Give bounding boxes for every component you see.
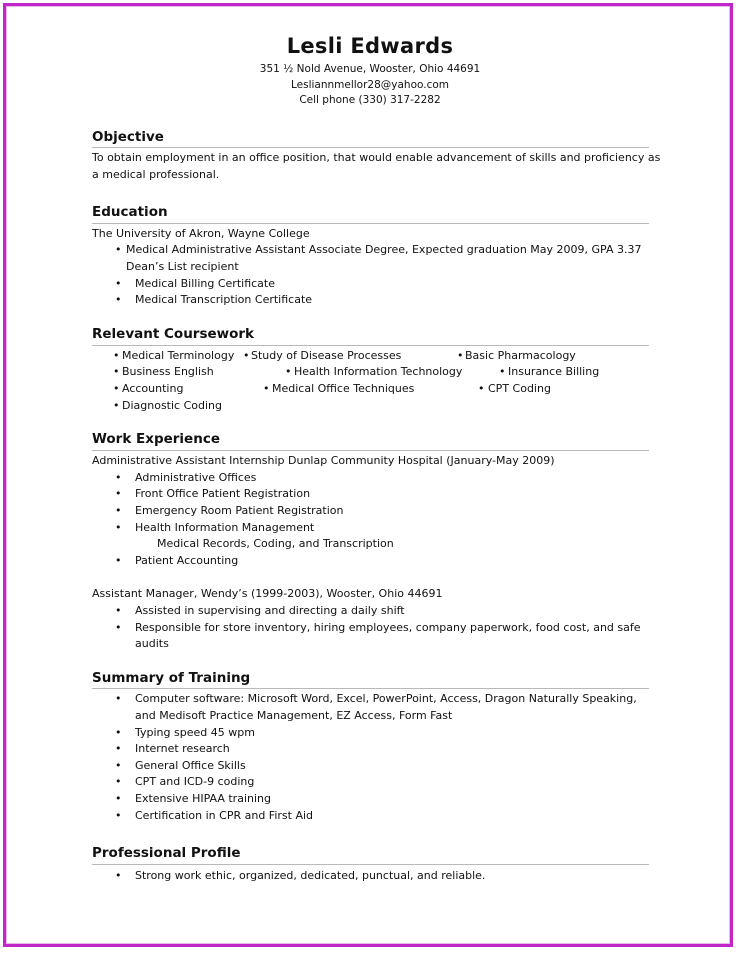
- course-item: Business English: [122, 365, 214, 378]
- job-1-item: Health Information Management: [135, 521, 315, 534]
- bullet: •: [499, 365, 506, 378]
- course-item: Diagnostic Coding: [122, 399, 222, 412]
- bullet: •: [115, 554, 122, 567]
- training-item: Typing speed 45 wpm: [135, 726, 255, 739]
- education-item-deans-list: Dean’s List recipient: [126, 260, 239, 273]
- work-divider: [92, 450, 649, 451]
- course-item: Basic Pharmacology: [465, 349, 576, 362]
- profile-heading: Professional Profile: [92, 845, 241, 861]
- job-2-item-continued: audits: [135, 637, 169, 650]
- bullet: •: [115, 726, 122, 739]
- course-item: CPT Coding: [488, 382, 551, 395]
- job-2-item: Responsible for store inventory, hiring employees, company paperwork, food cost, and safe: [135, 621, 641, 634]
- training-item: Computer software: Microsoft Word, Excel, PowerPoint, Access, Dragon Naturally Speaking,: [135, 692, 637, 705]
- objective-text-line-1: To obtain employment in an office position, that would enable advancement of skills and proficiency as: [92, 151, 661, 164]
- job-1-item: Administrative Offices: [135, 471, 257, 484]
- bullet: •: [115, 521, 122, 534]
- training-divider: [92, 688, 649, 689]
- education-divider: [92, 223, 649, 224]
- job-2-title: Assistant Manager, Wendy’s (1999-2003), Wooster, Ohio 44691: [92, 587, 443, 600]
- bullet: •: [113, 349, 120, 362]
- address-line: 351 ½ Nold Avenue, Wooster, Ohio 44691: [259, 63, 481, 75]
- profile-divider: [92, 864, 649, 865]
- course-item: Study of Disease Processes: [251, 349, 402, 362]
- bullet: •: [115, 775, 122, 788]
- coursework-divider: [92, 345, 649, 346]
- bullet: •: [115, 742, 122, 755]
- profile-item: Strong work ethic, organized, dedicated, punctual, and reliable.: [135, 869, 486, 882]
- training-item: Certification in CPR and First Aid: [135, 809, 314, 822]
- job-1-item: Patient Accounting: [135, 554, 239, 567]
- bullet: •: [115, 809, 122, 822]
- job-2-item: Assisted in supervising and directing a daily shift: [135, 604, 405, 617]
- education-item-degree: Medical Administrative Assistant Associate Degree, Expected graduation May 2009, GPA 3.37: [126, 243, 642, 256]
- coursework-heading: Relevant Coursework: [92, 326, 255, 342]
- job-1-item: Emergency Room Patient Registration: [135, 504, 344, 517]
- objective-text-line-2: a medical professional.: [92, 168, 220, 181]
- training-item: Internet research: [135, 742, 230, 755]
- bullet: •: [285, 365, 292, 378]
- course-item: Medical Office Techniques: [272, 382, 415, 395]
- bullet: •: [115, 621, 122, 634]
- phone-line: Cell phone (330) 317-2282: [299, 94, 441, 106]
- bullet: •: [115, 792, 122, 805]
- bullet: •: [113, 382, 120, 395]
- bullet: •: [115, 504, 122, 517]
- resume-name: Lesli Edwards: [286, 34, 454, 58]
- training-item: CPT and ICD-9 coding: [135, 775, 255, 788]
- bullet: •: [478, 382, 485, 395]
- bullet: •: [115, 692, 122, 705]
- training-heading: Summary of Training: [92, 670, 251, 686]
- education-school: The University of Akron, Wayne College: [92, 227, 310, 240]
- education-heading: Education: [92, 204, 168, 220]
- bullet: •: [115, 277, 122, 290]
- bullet: •: [115, 471, 122, 484]
- bullet: •: [113, 365, 120, 378]
- bullet: •: [113, 399, 120, 412]
- training-item: Extensive HIPAA training: [135, 792, 271, 805]
- job-1-title: Administrative Assistant Internship Dunlap Community Hospital (January-May 2009): [92, 454, 555, 467]
- job-1-subitem: Medical Records, Coding, and Transcription: [157, 537, 394, 550]
- bullet: •: [115, 243, 122, 256]
- training-item: General Office Skills: [135, 759, 246, 772]
- course-item: Insurance Billing: [508, 365, 600, 378]
- work-heading: Work Experience: [92, 431, 220, 447]
- bullet: •: [263, 382, 270, 395]
- email-line: Lesliannmellor28@yahoo.com: [290, 79, 450, 91]
- bullet: •: [115, 869, 122, 882]
- course-item: Medical Terminology: [122, 349, 235, 362]
- bullet: •: [115, 293, 122, 306]
- objective-heading: Objective: [92, 129, 164, 145]
- course-item: Health Information Technology: [294, 365, 463, 378]
- bullet: •: [115, 487, 122, 500]
- objective-divider: [92, 147, 649, 148]
- training-item-continued: and Medisoft Practice Management, EZ Access, Form Fast: [135, 709, 453, 722]
- bullet: •: [115, 759, 122, 772]
- education-item-billing-cert: Medical Billing Certificate: [135, 277, 275, 290]
- bullet: •: [243, 349, 250, 362]
- bullet: •: [115, 604, 122, 617]
- bullet: •: [457, 349, 464, 362]
- education-item-transcription-cert: Medical Transcription Certificate: [135, 293, 313, 306]
- course-item: Accounting: [122, 382, 184, 395]
- job-1-item: Front Office Patient Registration: [135, 487, 311, 500]
